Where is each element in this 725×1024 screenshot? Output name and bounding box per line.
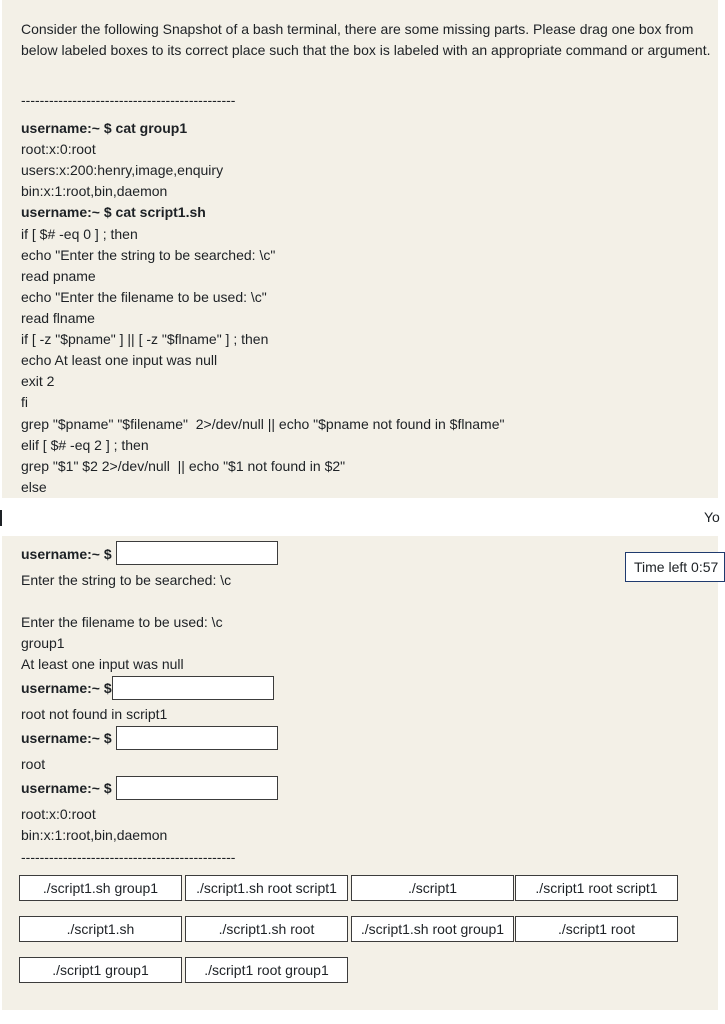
strip-right-text: Yo [704,509,720,525]
terminal-line: echo "Enter the filename to be used: \c" [21,289,267,305]
prompt-label: username:~ $ [21,546,112,562]
terminal-line: grep "$1" $2 2>/dev/null || echo "$1 not found in $2" [21,458,346,474]
terminal-line: username:~ $ cat script1.sh [21,204,206,220]
output-line: root not found in script1 [21,706,168,722]
drag-option[interactable]: ./script1 [351,875,514,901]
answer-panel [2,536,718,1010]
output-line: root [21,756,46,772]
terminal-line: echo At least one input was null [21,352,218,368]
drag-option[interactable]: ./script1 group1 [19,957,182,983]
drag-option[interactable]: ./script1.sh root script1 [185,875,348,901]
terminal-line: read pname [21,268,96,284]
terminal-line: else [21,479,47,495]
drop-zone-4[interactable] [116,776,278,800]
drag-option[interactable]: ./script1.sh [19,916,182,942]
terminal-line: grep "$pname" "$filename" 2>/dev/null || echo "$pname not found in $flname" [21,416,505,432]
output-line: Enter the string to be searched: \c [21,572,232,588]
terminal-line: users:x:200:henry,image,enquiry [21,162,224,178]
drop-zone-3[interactable] [116,726,278,750]
drag-option[interactable]: ./script1.sh root group1 [351,916,514,942]
terminal-line: fi [21,394,28,410]
terminal-line: exit 2 [21,373,55,389]
question-text: Consider the following Snapshot of a bash terminal, there are some missing parts. Please drag one box from below labeled boxes to its correct place such that the box is labeled with an appropriate command or argument. [21,21,711,58]
output-line: At least one input was null [21,656,184,672]
terminal-line: username:~ $ cat group1 [21,120,188,136]
prompt-label: username:~ $ [21,680,112,696]
strip-edge-mark [0,510,2,526]
question-panel [2,0,718,498]
terminal-line: if [ $# -eq 0 ] ; then [21,226,138,242]
divider-bottom: ---------------------------------------------- [21,849,236,865]
output-line: group1 [21,635,65,651]
output-line: root:x:0:root [21,806,96,822]
terminal-line: read flname [21,310,95,326]
drag-option[interactable]: ./script1.sh group1 [19,875,182,901]
drag-option[interactable]: ./script1 root group1 [185,957,348,983]
drag-option[interactable]: ./script1.sh root [185,916,348,942]
terminal-line: echo "Enter the string to be searched: \c" [21,247,276,263]
prompt-label: username:~ $ [21,780,112,796]
drop-zone-2[interactable] [112,676,274,700]
time-left-badge: Time left 0:57 [625,552,725,582]
divider-top: ---------------------------------------------- [21,92,236,108]
prompt-label: username:~ $ [21,730,112,746]
output-line: Enter the filename to be used: \c [21,614,223,630]
output-line: bin:x:1:root,bin,daemon [21,827,168,843]
terminal-line: bin:x:1:root,bin,daemon [21,183,168,199]
drag-option[interactable]: ./script1 root script1 [515,875,678,901]
drag-option[interactable]: ./script1 root [515,916,678,942]
terminal-line: if [ -z "$pname" ] || [ -z "$flname" ] ; then [21,331,269,347]
drop-zone-1[interactable] [116,541,278,565]
terminal-line: root:x:0:root [21,141,96,157]
terminal-line: elif [ $# -eq 2 ] ; then [21,437,149,453]
